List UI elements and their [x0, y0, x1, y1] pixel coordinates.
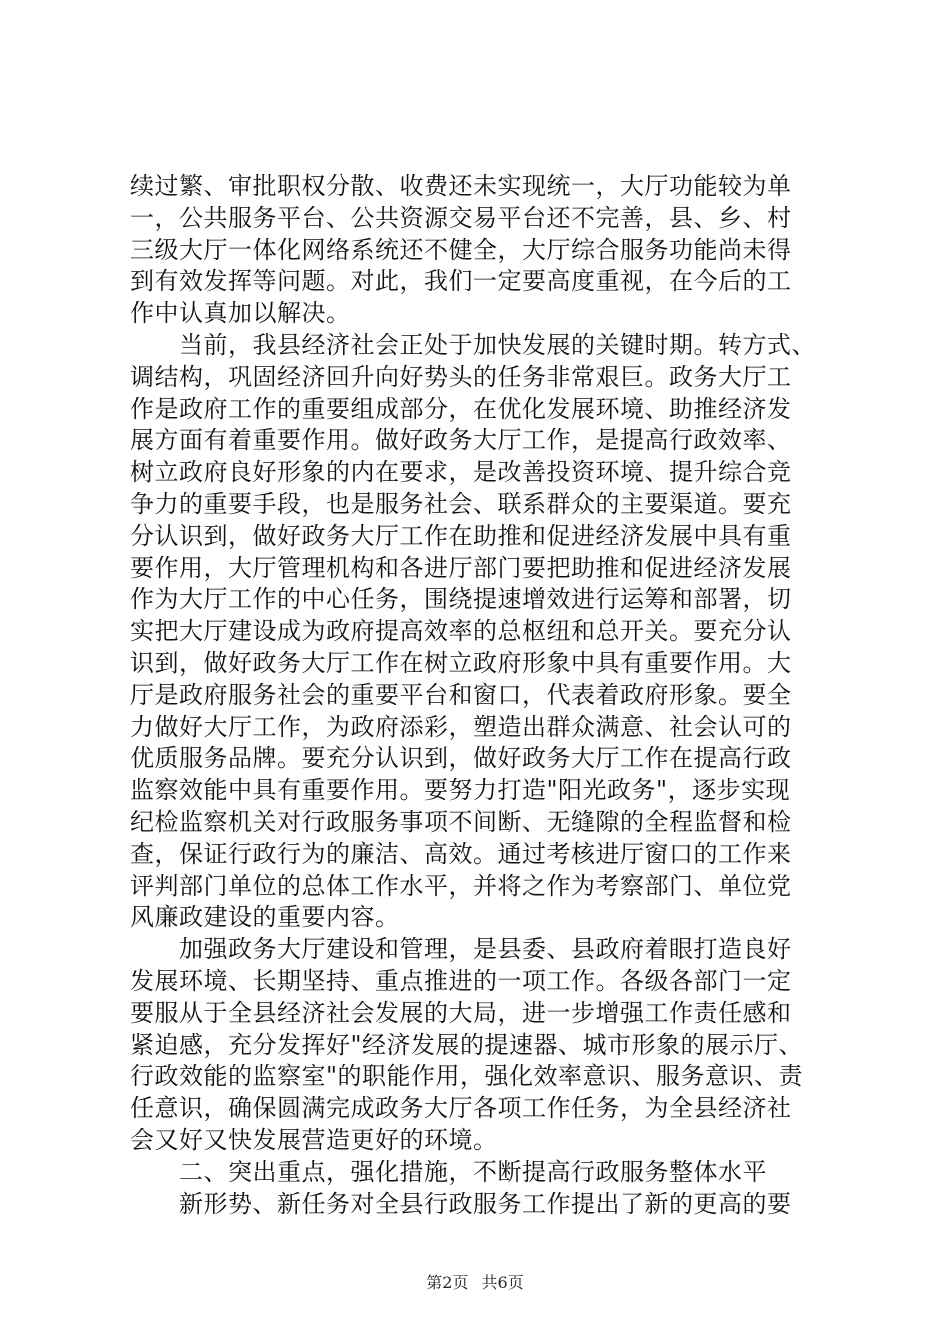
- text-line: 分认识到，做好政务大厅工作在助推和促进经济发展中具有重: [130, 521, 792, 550]
- text-line: 到有效发挥等问题。对此，我们一定要高度重视，在今后的工: [130, 267, 792, 296]
- text-line: 加强政务大厅建设和管理，是县委、县政府着眼打造良好: [130, 935, 792, 964]
- text-line: 识到，做好政务大厅工作在树立政府形象中具有重要作用。大: [130, 648, 792, 677]
- page-total: 共6页: [481, 1273, 524, 1292]
- text-line: 新形势、新任务对全县行政服务工作提出了新的更高的要: [130, 1189, 792, 1218]
- page-footer: [0, 1270, 950, 1293]
- text-line: 当前，我县经济社会正处于加快发展的关键时期。转方式、: [130, 330, 816, 359]
- text-line: 纪检监察机关对行政服务事项不间断、无缝隙的全程监督和检: [130, 807, 792, 836]
- document-body: [130, 171, 850, 1220]
- text-line: 厅是政府服务社会的重要平台和窗口，代表着政府形象。要全: [130, 680, 792, 709]
- text-line: 要作用，大厅管理机构和各进厅部门要把助推和促进经济发展: [130, 553, 792, 582]
- text-line: 作为大厅工作的中心任务，围绕提速增效进行运筹和部署，切: [130, 585, 792, 614]
- text-line: 评判部门单位的总体工作水平，并将之作为考察部门、单位党: [130, 871, 792, 900]
- section-heading: 二、突出重点，强化措施，不断提高行政服务整体水平: [130, 1157, 767, 1186]
- text-line: 要服从于全县经济社会发展的大局，进一步增强工作责任感和: [130, 998, 792, 1027]
- text-line: 作是政府工作的重要组成部分，在优化发展环境、助推经济发: [130, 394, 792, 423]
- text-line: 续过繁、审批职权分散、收费还未实现统一，大厅功能较为单: [130, 172, 792, 200]
- text-line: 实把大厅建设成为政府提高效率的总枢纽和总开关。要充分认: [130, 617, 792, 646]
- text-line: 行政效能的监察室"的职能作用，强化效率意识、服务意识、责: [130, 1062, 804, 1091]
- text-line: 查，保证行政行为的廉洁、高效。通过考核进厅窗口的工作来: [130, 839, 792, 868]
- text-line: 会又好又快发展营造更好的环境。: [130, 1125, 498, 1154]
- text-line: 力做好大厅工作，为政府添彩，塑造出群众满意、社会认可的: [130, 712, 792, 741]
- text-line: 三级大厅一体化网络系统还不健全，大厅综合服务功能尚未得: [130, 235, 792, 264]
- text-line: 调结构，巩固经济回升向好势头的任务非常艰巨。政务大厅工: [130, 362, 792, 391]
- text-line: 任意识，确保圆满完成政务大厅各项工作任务，为全县经济社: [130, 1094, 792, 1123]
- text-line: 风廉政建设的重要内容。: [130, 903, 400, 932]
- text-line: 争力的重要手段，也是服务社会、联系群众的主要渠道。要充: [130, 489, 792, 518]
- text-line: 紧迫感，充分发挥好"经济发展的提速器、城市形象的展示厅、: [130, 1030, 804, 1059]
- text-line: 树立政府良好形象的内在要求，是改善投资环境、提升综合竞: [130, 458, 792, 487]
- page-number: 第2页: [426, 1273, 469, 1292]
- text-line: 优质服务品牌。要充分认识到，做好政务大厅工作在提高行政: [130, 744, 792, 773]
- text-line: 一，公共服务平台、公共资源交易平台还不完善，县、乡、村: [130, 203, 792, 232]
- text-line: 发展环境、长期坚持、重点推进的一项工作。各级各部门一定: [130, 966, 792, 995]
- text-line: 监察效能中具有重要作用。要努力打造"阳光政务"，逐步实现: [130, 776, 791, 805]
- text-line: 展方面有着重要作用。做好政务大厅工作，是提高行政效率、: [130, 426, 792, 455]
- text-line: 作中认真加以解决。: [130, 299, 351, 328]
